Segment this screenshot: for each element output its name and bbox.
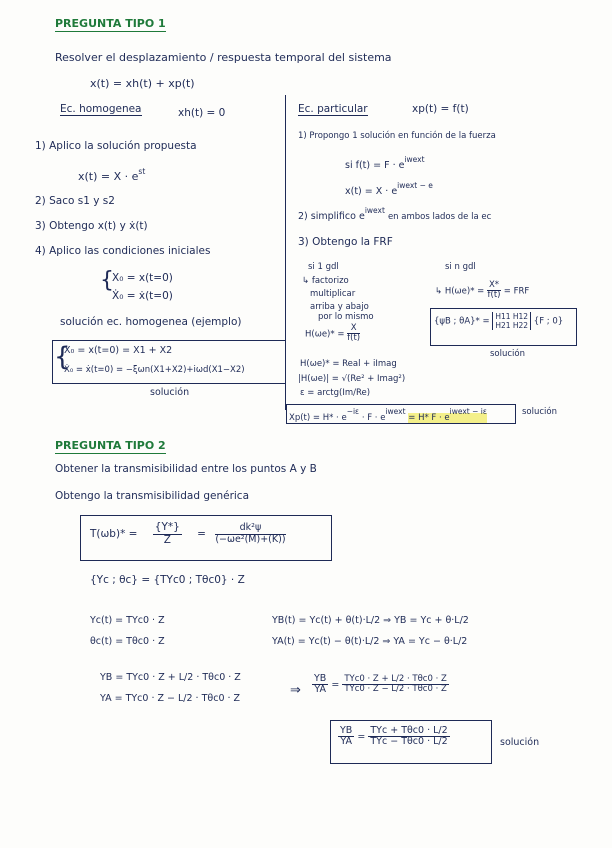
homog-solution-2: Ẋ₀ = ẋ(t=0) = −ξωn(X1+X2)+iωd(X1−X2): [64, 365, 245, 375]
ratio-rhs-den: TYc0 · Z − L/2 · Tθc0 · Z: [344, 684, 447, 695]
response-eq-exp: iwext − e: [397, 181, 433, 190]
particular-final-label: solución: [522, 407, 558, 417]
part-step-2-text: 2) simplifico e: [298, 211, 365, 222]
ratio-rhs-num: TYc0 · Z + L/2 · Tθc0 · Z: [344, 674, 447, 685]
matrix-lhs: {ψB ; θA}* =: [434, 316, 490, 327]
frf-real-imag: H(ωe)* = Real + iImag: [300, 359, 397, 369]
transmissibility-frac-2: [215, 523, 285, 545]
part-step-2: [298, 207, 491, 223]
response-eq: [345, 182, 433, 198]
homog-header: Ec. homogenea: [60, 103, 142, 115]
ratio-eq: [312, 674, 449, 696]
ratio-equals: =: [331, 679, 340, 691]
ratio-rhs-frac: [342, 675, 448, 695]
final-ratio-num: TYc + Tθc0 · L/2: [370, 725, 448, 736]
one-dof-note-3: arriba y abajo: [310, 302, 369, 312]
proposed-solution: [78, 168, 145, 184]
sol-brace: {: [54, 342, 71, 372]
eq-yc: Yc(t) = TYc0 · Z: [90, 615, 165, 626]
final-ratio-lhs-frac: [338, 726, 354, 748]
final-ratio-eq: [338, 726, 450, 748]
homog-step-3: 3) Obtengo x(t) y ẋ(t): [35, 220, 148, 232]
final-ratio-den: TYc − Tθc0 · L/2: [370, 736, 448, 748]
particular-final-highlight: [408, 407, 487, 423]
section-title-2: PREGUNTA TIPO 2: [55, 439, 166, 452]
particular-final-exp: −iε: [346, 407, 360, 416]
transmissibility-num-2: dk²ψ: [215, 523, 285, 534]
initial-condition-2: Ẋ₀ = ẋ(t=0): [112, 290, 173, 302]
part-step-3: 3) Obtengo la FRF: [298, 236, 393, 248]
p2-line-2: Obtengo la transmisibilidad genérica: [55, 490, 250, 502]
homog-example-label: solución ec. homogenea (ejemplo): [60, 316, 242, 328]
part-header: Ec. particular: [298, 103, 368, 115]
transmissibility-den-2: (−ωe²(M)+(K)): [215, 533, 286, 545]
matrix-solution-label: solución: [490, 349, 526, 359]
ya-full-eq: YA = TYc0 · Z − L/2 · Tθc0 · Z: [100, 693, 241, 704]
eq-theta-c: θc(t) = Tθc0 · Z: [90, 636, 165, 647]
particular-final-hl-exp: iwext − iε: [449, 407, 487, 416]
final-ratio-rhs-frac: [368, 726, 449, 748]
yb-full-eq: YB = TYc0 · Z + L/2 · Tθc0 · Z: [100, 672, 241, 683]
n-dof-label: si n gdl: [445, 262, 476, 272]
frf-modulus: |H(ωe)| = √(Re² + Imag²): [298, 374, 406, 384]
frf-one-dof-lhs: H(ωe)* =: [305, 329, 345, 340]
particular-final-lhs: Xp(t) = H* · e: [289, 413, 347, 423]
particular-final-mid: · F · e: [361, 413, 386, 423]
frf-one-dof-num: X: [347, 324, 360, 334]
matrix-row-2: H21 H22: [495, 321, 529, 330]
frf-one-dof: [305, 324, 360, 344]
frf-phase: ε = arctg(Im/Re): [300, 388, 371, 398]
frf-n-dof-frac: [487, 281, 501, 301]
homog-solution-label: solución: [150, 387, 190, 398]
frf-one-dof-den: f(t): [347, 333, 361, 344]
section-title-1: PREGUNTA TIPO 1: [55, 17, 166, 30]
one-dof-label: si 1 gdl: [308, 262, 339, 272]
particular-final-eq: [289, 408, 487, 424]
ic-brace: {: [100, 268, 114, 293]
final-ratio-label: solución: [500, 737, 540, 748]
ratio-lhs-num: YB: [314, 673, 327, 684]
part-step-2-exp: iwext: [364, 206, 385, 215]
p2-line-1: Obtener la transmisibilidad entre los puntos A y B: [55, 463, 317, 475]
force-vector: {F ; 0}: [533, 316, 564, 327]
force-eq: [345, 156, 425, 172]
one-dof-note-2: multiplicar: [310, 289, 356, 299]
total-solution-eq: x(t) = xh(t) + xp(t): [90, 77, 195, 90]
matrix-solution: [434, 312, 563, 330]
eq-yb: YB(t) = Yc(t) + θ(t)·L/2 ⇒ YB = Yc + θ·L/2: [272, 615, 469, 626]
transmissibility-eq: [90, 522, 286, 546]
particular-final-mid-exp: iwext: [385, 407, 406, 416]
final-ratio-lhs-den: YA: [340, 736, 352, 748]
ratio-lhs-den: YA: [314, 684, 326, 696]
homog-step-2: 2) Saco s1 y s2: [35, 195, 115, 207]
homog-header-eq: xh(t) = 0: [178, 107, 226, 119]
frf-n-dof-den: f(t): [487, 290, 501, 301]
coord-vector-eq: [90, 574, 245, 586]
proposed-solution-base: x(t) = X · e: [78, 170, 139, 183]
frf-n-dof-rhs: = FRF: [503, 286, 530, 297]
part-step-1: 1) Propongo 1 solución en función de la fuerza: [298, 131, 496, 141]
one-dof-note-1: ↳ factorizo: [302, 276, 349, 286]
proposed-solution-exp: st: [138, 167, 146, 176]
final-ratio-equals: =: [357, 731, 366, 743]
homog-step-4: 4) Aplico las condiciones iniciales: [35, 245, 211, 257]
matrix-row-1: H11 H12: [495, 312, 529, 321]
coord-vector-rhs: = {TYc0 ; Tθc0} · Z: [141, 574, 245, 586]
frf-n-dof-lhs: ↳ H(ωe)* =: [435, 286, 485, 297]
one-dof-note-4: por lo mismo: [318, 312, 374, 322]
part-step-2-tail: en ambos lados de la ec: [387, 212, 492, 222]
frf-n-dof: [435, 281, 529, 301]
response-eq-base: x(t) = X · e: [345, 186, 398, 197]
part-header-eq: xp(t) = f(t): [412, 103, 469, 115]
frf-one-dof-frac: [347, 324, 360, 344]
transmissibility-lhs: T(ωb)* =: [90, 528, 138, 541]
force-eq-base: si f(t) = F · e: [345, 160, 405, 171]
frf-matrix: [492, 312, 531, 330]
final-ratio-lhs-num: YB: [340, 725, 353, 736]
transmissibility-equals: =: [197, 528, 206, 541]
coord-vector-lhs: {Yc ; θc}: [90, 574, 138, 586]
problem-statement: Resolver el desplazamiento / respuesta temporal del sistema: [55, 51, 392, 64]
eq-ya: YA(t) = Yc(t) − θ(t)·L/2 ⇒ YA = Yc − θ·L/2: [272, 636, 468, 647]
particular-final-hl-text: = H* F · e: [408, 413, 450, 423]
frf-n-dof-num: X*: [488, 280, 500, 290]
implies-arrow: ⇒: [290, 683, 301, 698]
ratio-lhs-frac: [312, 674, 328, 696]
homog-step-1: 1) Aplico la solución propuesta: [35, 140, 197, 152]
homog-solution-1: X₀ = x(t=0) = X1 + X2: [64, 345, 173, 356]
transmissibility-num-1: {Y*}: [154, 521, 180, 533]
force-eq-exp: iwext: [404, 155, 425, 164]
transmissibility-den-1: Z: [163, 533, 171, 546]
transmissibility-frac-1: [153, 522, 182, 546]
initial-condition-1: X₀ = x(t=0): [112, 272, 173, 284]
